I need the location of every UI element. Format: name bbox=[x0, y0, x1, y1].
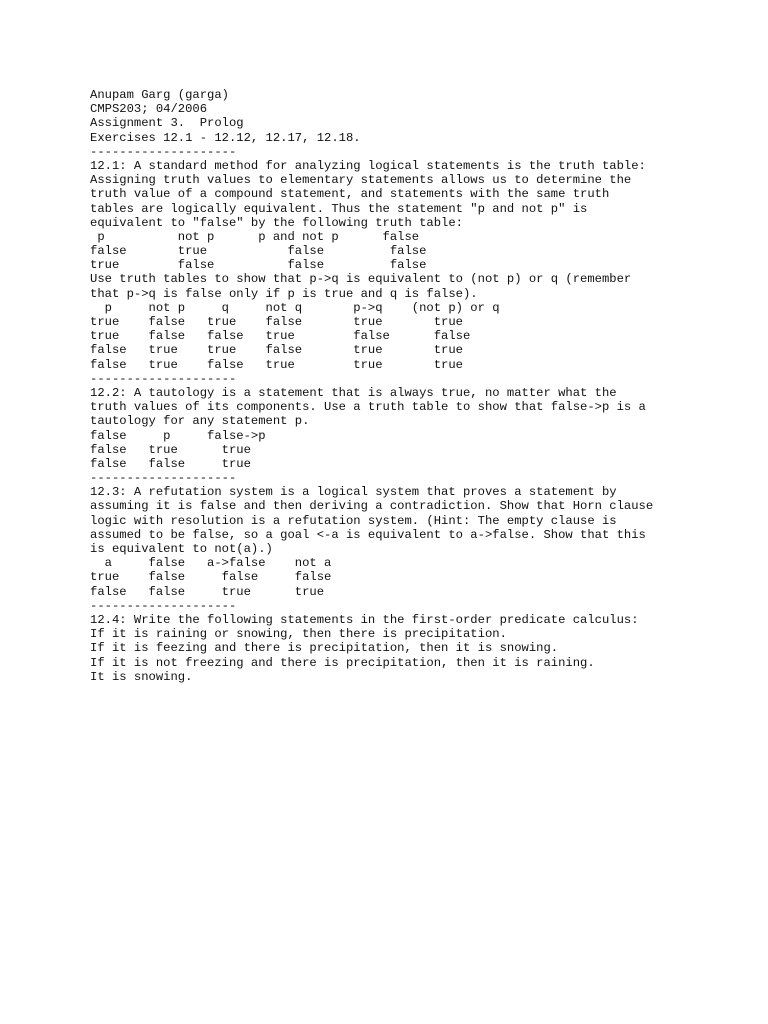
truth-table-tautology bbox=[90, 429, 750, 472]
paragraph-line: that p->q is false only if p is true and q is false). bbox=[90, 286, 478, 301]
exercises-line: Exercises 12.1 - 12.12, 12.17, 12.18. bbox=[90, 130, 361, 145]
paragraph-line: tautology for any statement p. bbox=[90, 414, 310, 429]
section-12-2 bbox=[90, 386, 750, 471]
paragraph-line: logic with resolution is a refutation system. (Hint: The empty clause is bbox=[90, 513, 617, 528]
paragraph-line: Use truth tables to show that p->q is equivalent to (not p) or q (remember bbox=[90, 272, 632, 287]
separator-line: -------------------- bbox=[90, 598, 237, 613]
section-12-3 bbox=[90, 485, 750, 599]
course-date-line: CMPS203; 04/2006 bbox=[90, 102, 208, 117]
table-row: a false a->false not a bbox=[90, 556, 332, 571]
assignment-title: Assignment 3. Prolog bbox=[90, 116, 244, 131]
paragraph-line: If it is feezing and there is precipitation, then it is snowing. bbox=[90, 641, 559, 656]
table-row: true false false true false false bbox=[90, 329, 471, 344]
paragraph-line: Assigning truth values to elementary statements allows us to determine the bbox=[90, 173, 632, 188]
truth-table-p-and-not-p bbox=[90, 230, 750, 273]
paragraph-line: 12.3: A refutation system is a logical system that proves a statement by bbox=[90, 485, 617, 500]
paragraph-line: assumed to be false, so a goal <-a is equivalent to a->false. Show that this bbox=[90, 527, 646, 542]
paragraph-line: 12.4: Write the following statements in the first-order predicate calculus: bbox=[90, 612, 639, 627]
paragraph-line: is equivalent to not(a).) bbox=[90, 542, 273, 556]
table-row: false true false true true true bbox=[90, 357, 463, 372]
paragraph-line: 12.2: A tautology is a statement that is always true, no matter what the bbox=[90, 385, 617, 400]
table-row: true false false false bbox=[90, 570, 332, 585]
paragraph-line: equivalent to "false" by the following truth table: bbox=[90, 215, 463, 230]
table-row: false false true bbox=[90, 456, 251, 471]
separator-line: -------------------- bbox=[90, 371, 237, 386]
paragraph-line: tables are logically equivalent. Thus the statement "p and not p" is bbox=[90, 201, 588, 216]
table-row: false p false->p bbox=[90, 428, 266, 443]
document-page bbox=[90, 88, 750, 684]
truth-table-implication bbox=[90, 301, 750, 372]
paragraph-line: 12.1: A standard method for analyzing logical statements is the truth table: bbox=[90, 158, 646, 173]
separator-line: -------------------- bbox=[90, 144, 237, 159]
table-row: true false false false bbox=[90, 258, 427, 273]
table-row: false true true false true true bbox=[90, 343, 463, 358]
table-row: p not p q not q p->q (not p) or q bbox=[90, 300, 500, 315]
paragraph-line: truth values of its components. Use a truth table to show that false->p is a bbox=[90, 400, 646, 415]
table-row: p not p p and not p false bbox=[90, 229, 420, 244]
table-row: false true false false bbox=[90, 244, 427, 259]
truth-table-refutation bbox=[90, 556, 750, 599]
separator-line: -------------------- bbox=[90, 471, 237, 486]
section-12-4 bbox=[90, 613, 750, 684]
paragraph-line: It is snowing. bbox=[90, 669, 193, 684]
paragraph-line: If it is raining or snowing, then there is precipitation. bbox=[90, 627, 507, 642]
section-12-1 bbox=[90, 159, 750, 372]
table-row: false true true bbox=[90, 442, 251, 457]
author-line: Anupam Garg (garga) bbox=[90, 88, 229, 102]
paragraph-line: assuming it is false and then deriving a contradiction. Show that Horn clause bbox=[90, 499, 654, 514]
table-row: true false true false true true bbox=[90, 315, 463, 329]
table-row: false false true true bbox=[90, 584, 325, 599]
paragraph-line: truth value of a compound statement, and statements with the same truth bbox=[90, 187, 610, 202]
paragraph-line: If it is not freezing and there is precipitation, then it is raining. bbox=[90, 655, 595, 670]
